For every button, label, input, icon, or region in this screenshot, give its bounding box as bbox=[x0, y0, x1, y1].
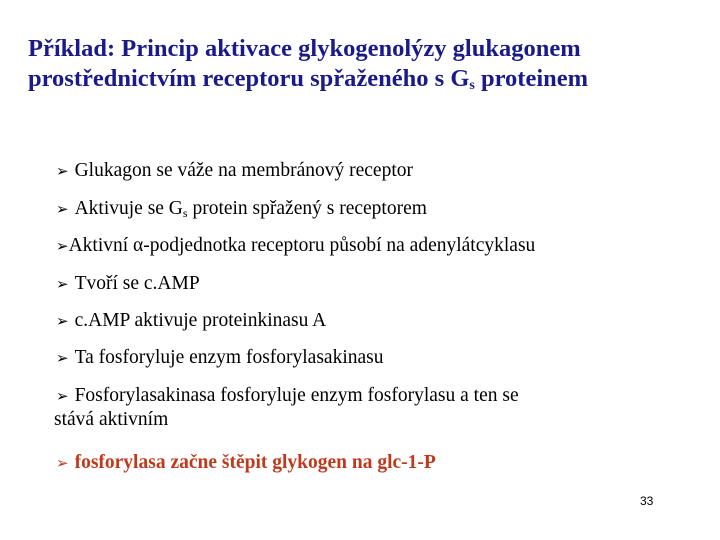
title-line-1: Příklad: Princip aktivace glykogenolýzy glukagonem bbox=[28, 35, 581, 62]
bullet-text-8: fosforylasa začne štěpit glykogen na glc-1-P bbox=[74, 452, 436, 473]
arrow-bullet-icon: ➢ bbox=[56, 387, 69, 405]
bullet-item-4 bbox=[56, 272, 696, 296]
bullet-text-4: Tvoří se c.AMP bbox=[74, 273, 200, 294]
bullet-text-5: c.AMP aktivuje proteinkinasu A bbox=[74, 310, 327, 331]
arrow-bullet-icon: ➢ bbox=[56, 312, 69, 330]
arrow-bullet-icon: ➢ bbox=[56, 349, 69, 367]
bullet-item-1 bbox=[56, 159, 696, 183]
page-number: 33 bbox=[640, 494, 654, 508]
bullet-text-7-line-1: Fosforylasakinasa fosforyluje enzym fosforylasu a ten se bbox=[74, 385, 519, 406]
bullet-item-5 bbox=[56, 309, 696, 333]
bullet-item-6 bbox=[56, 346, 696, 370]
bullet-text-3: Aktivní α-podjednotka receptoru působí na adenylátcyklasu bbox=[68, 235, 536, 256]
title-line-2 bbox=[28, 64, 708, 94]
bullet-item-7 bbox=[56, 384, 696, 432]
arrow-bullet-icon: ➢ bbox=[56, 162, 69, 180]
arrow-bullet-icon: ➢ bbox=[56, 200, 69, 218]
bullet-subscript-s: s bbox=[182, 206, 188, 220]
bullet-item-8 bbox=[56, 451, 696, 475]
slide-title bbox=[28, 34, 708, 94]
arrow-bullet-icon: ➢ bbox=[56, 237, 69, 255]
title-line-2-main: prostřednictvím receptoru spřaženého s G bbox=[28, 65, 470, 92]
bullet-text-6: Ta fosforyluje enzym fosforylasakinasu bbox=[74, 347, 384, 368]
bullet-text-1: Glukagon se váže na membránový receptor bbox=[74, 160, 413, 181]
bullet-item-2 bbox=[56, 197, 696, 221]
arrow-bullet-icon: ➢ bbox=[56, 454, 69, 472]
title-subscript-s: s bbox=[469, 78, 475, 93]
bullet-text-2-end: protein spřažený s receptorem bbox=[187, 198, 427, 219]
bullet-text-2-main: Aktivuje se G bbox=[74, 198, 183, 219]
title-line-2-end: proteinem bbox=[474, 65, 589, 92]
arrow-bullet-icon: ➢ bbox=[56, 275, 69, 293]
bullet-item-3 bbox=[56, 234, 696, 258]
bullet-text-7-line-2: stává aktivním bbox=[54, 409, 169, 430]
